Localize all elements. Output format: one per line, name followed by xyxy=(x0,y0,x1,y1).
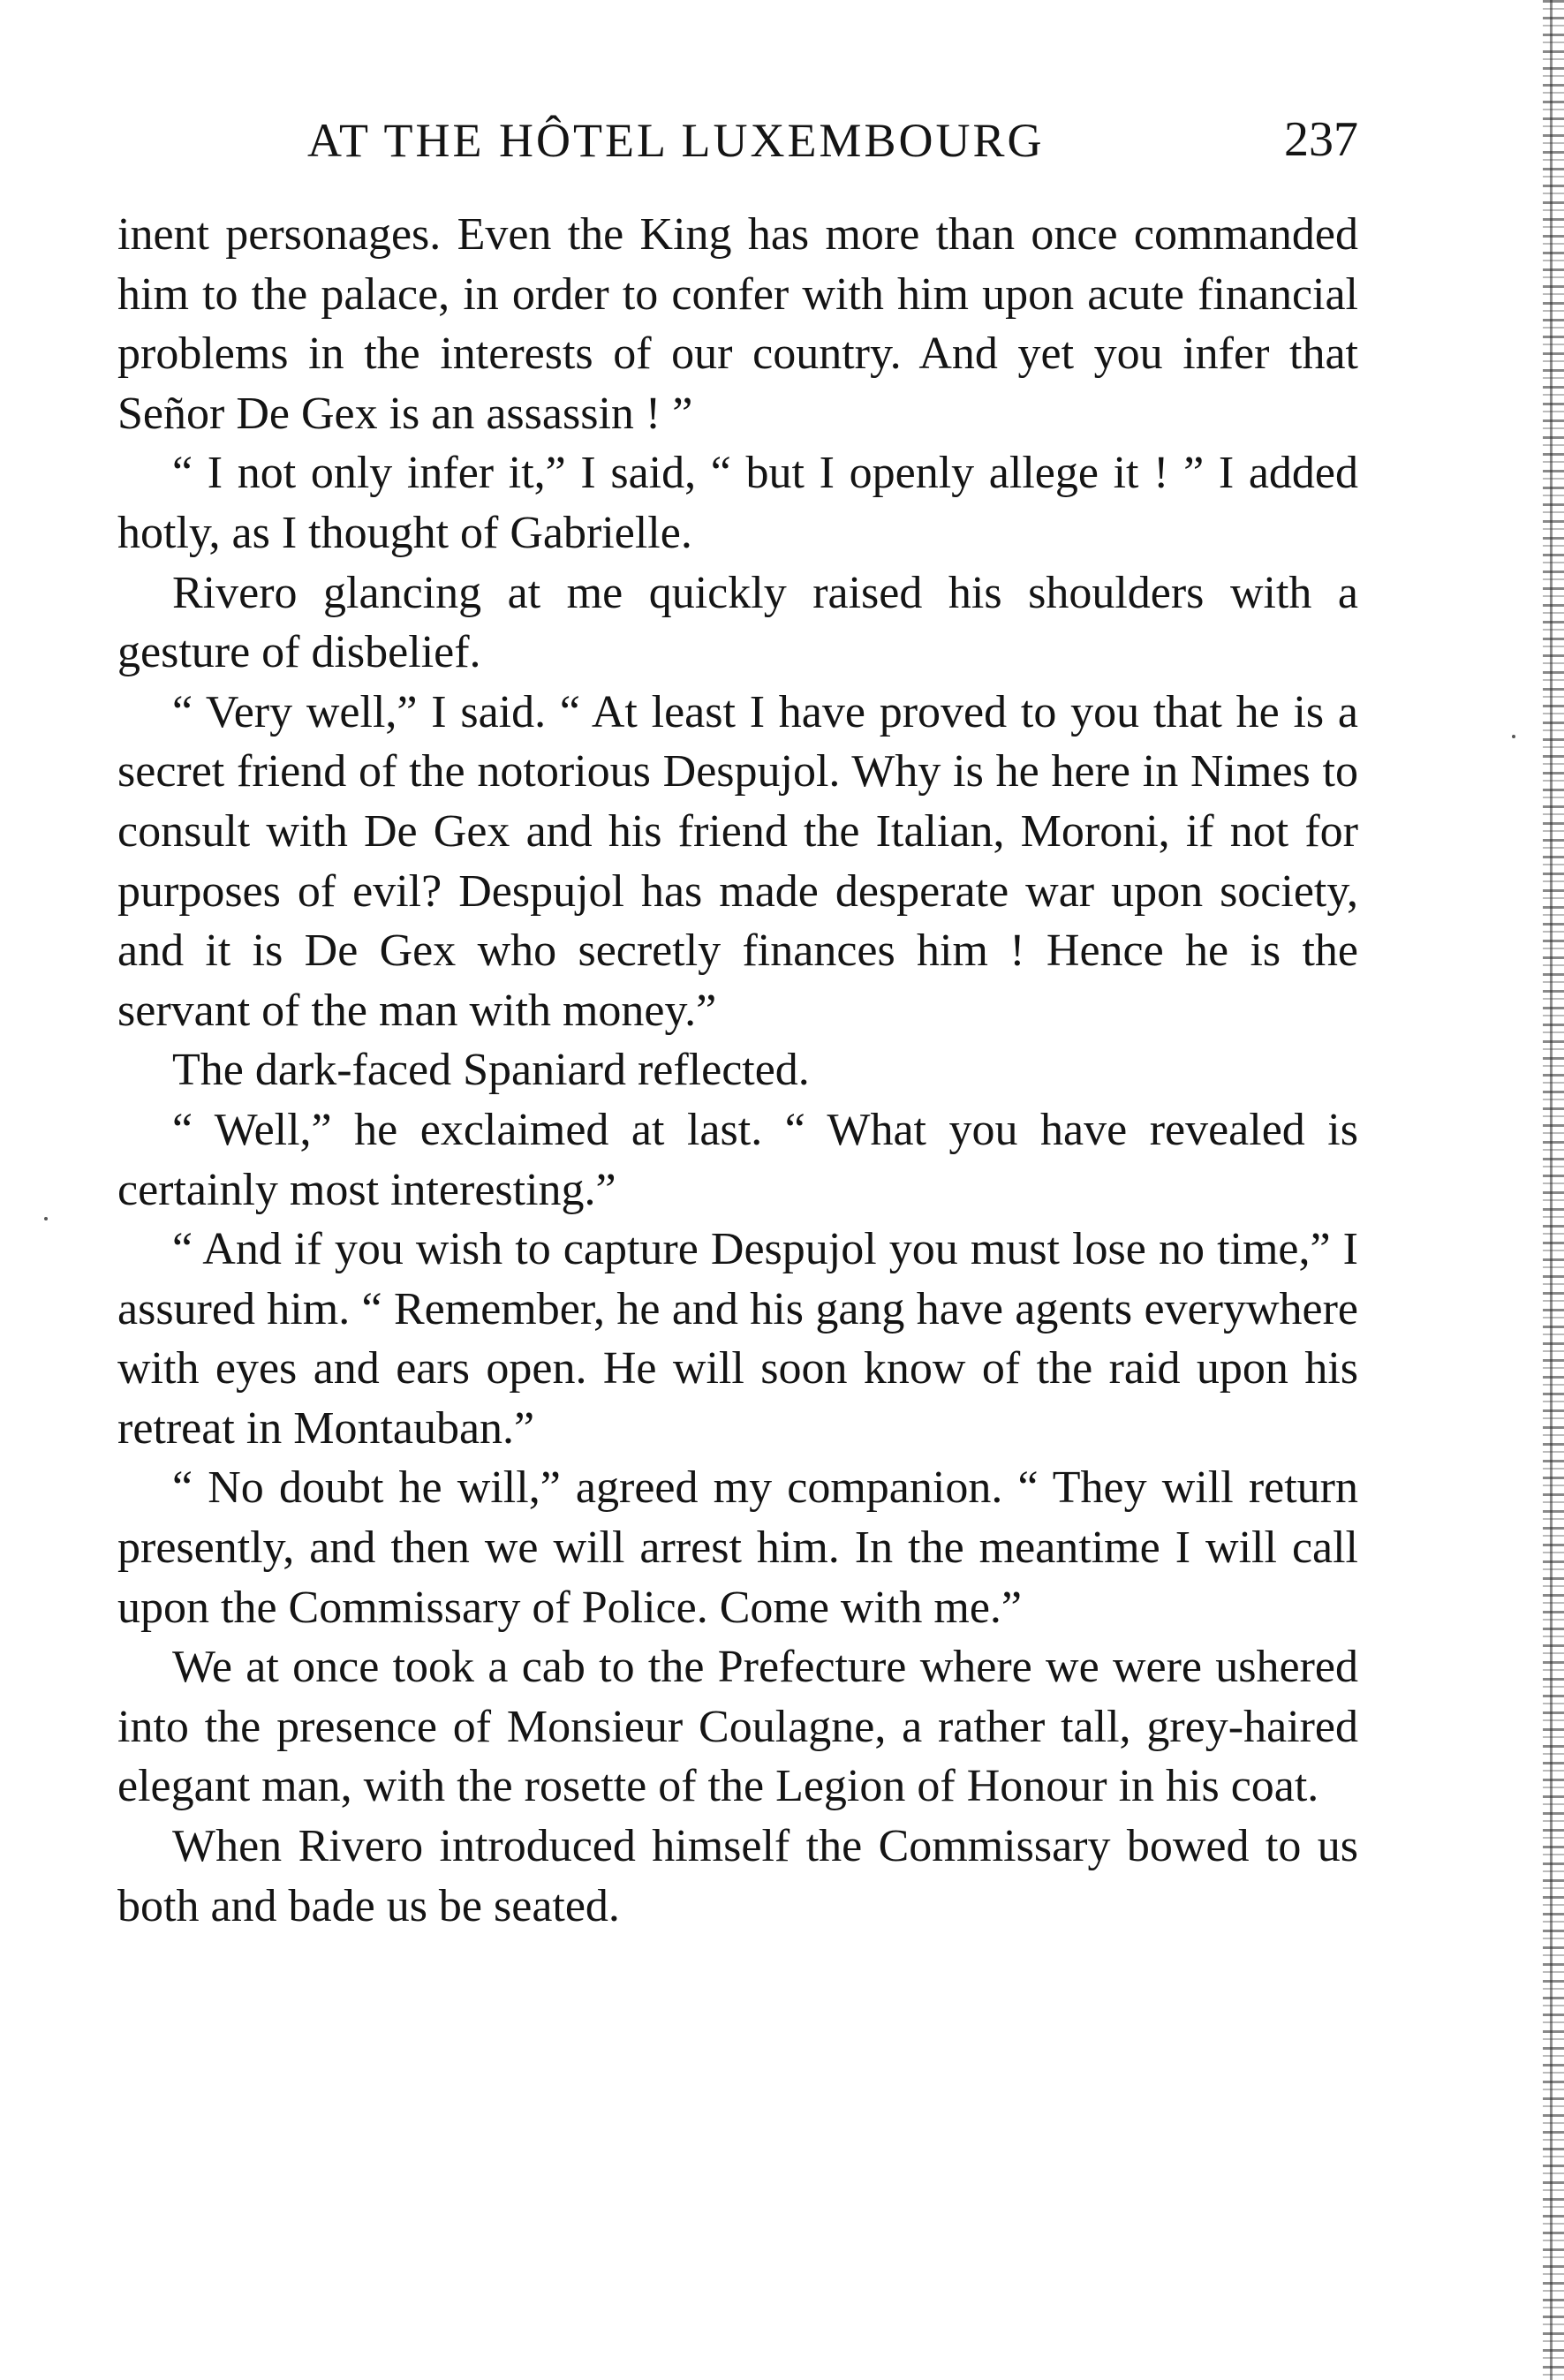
page-gutter-edge xyxy=(1543,0,1564,2380)
paragraph-4: “ Very well,” I said. “ At least I have proved to you that he is a secret friend of the notorious Despujol. Why is he here in Nimes to consult with De Gex and his friend the Italian, Moroni, if not for purposes of evil? Despujol has made desperate war upon society, and it is De Gex who secretly finances him ! Hence he is the servant of the man with money.” xyxy=(117,686,1358,1036)
running-title: AT THE HÔTEL LUXEMBOURG xyxy=(307,114,1045,167)
scan-speck xyxy=(1512,735,1515,738)
scan-speck xyxy=(44,1217,48,1220)
body-text xyxy=(117,205,1358,1936)
paragraph-5: The dark-faced Spaniard reflected. xyxy=(172,1045,810,1096)
paragraph-6: “ Well,” he exclaimed at last. “ What you have revealed is certainly most interesting.” xyxy=(117,1104,1358,1215)
paragraph-7: “ And if you wish to capture Despujol you must lose no time,” I assured him. “ Remember, he and his gang have agents everywhere with eyes and ears open. He will soon know of the raid upon his retreat in Montauban.” xyxy=(117,1224,1358,1454)
page-number: 237 xyxy=(1284,112,1358,167)
paragraph-2: “ I not only infer it,” I said, “ but I openly allege it ! ” I added hotly, as I thought of Gabrielle. xyxy=(117,448,1358,558)
running-head xyxy=(117,110,1358,180)
paragraph-9: We at once took a cab to the Prefecture where we were ushered into the presence of Monsieur Coulagne, a rather tall, grey-haired elegant man, with the rosette of the Legion of Honour in his coat. xyxy=(117,1642,1358,1812)
paragraph-8: “ No doubt he will,” agreed my companion. “ They will return presently, and then we will arrest him. In the meantime I will call upon the Commissary of Police. Come with me.” xyxy=(117,1462,1358,1633)
paragraph-3: Rivero glancing at me quickly raised his shoulders with a gesture of disbelief. xyxy=(117,567,1358,678)
paragraph-1: inent personages. Even the King has more than once commanded him to the palace, in order to confer with him upon acute financial problems in the interests of our country. And yet you infer that Señor De Gex is an assassin ! ” xyxy=(117,209,1358,439)
paragraph-10: When Rivero introduced himself the Commissary bowed to us both and bade us be seated. xyxy=(117,1821,1358,1931)
